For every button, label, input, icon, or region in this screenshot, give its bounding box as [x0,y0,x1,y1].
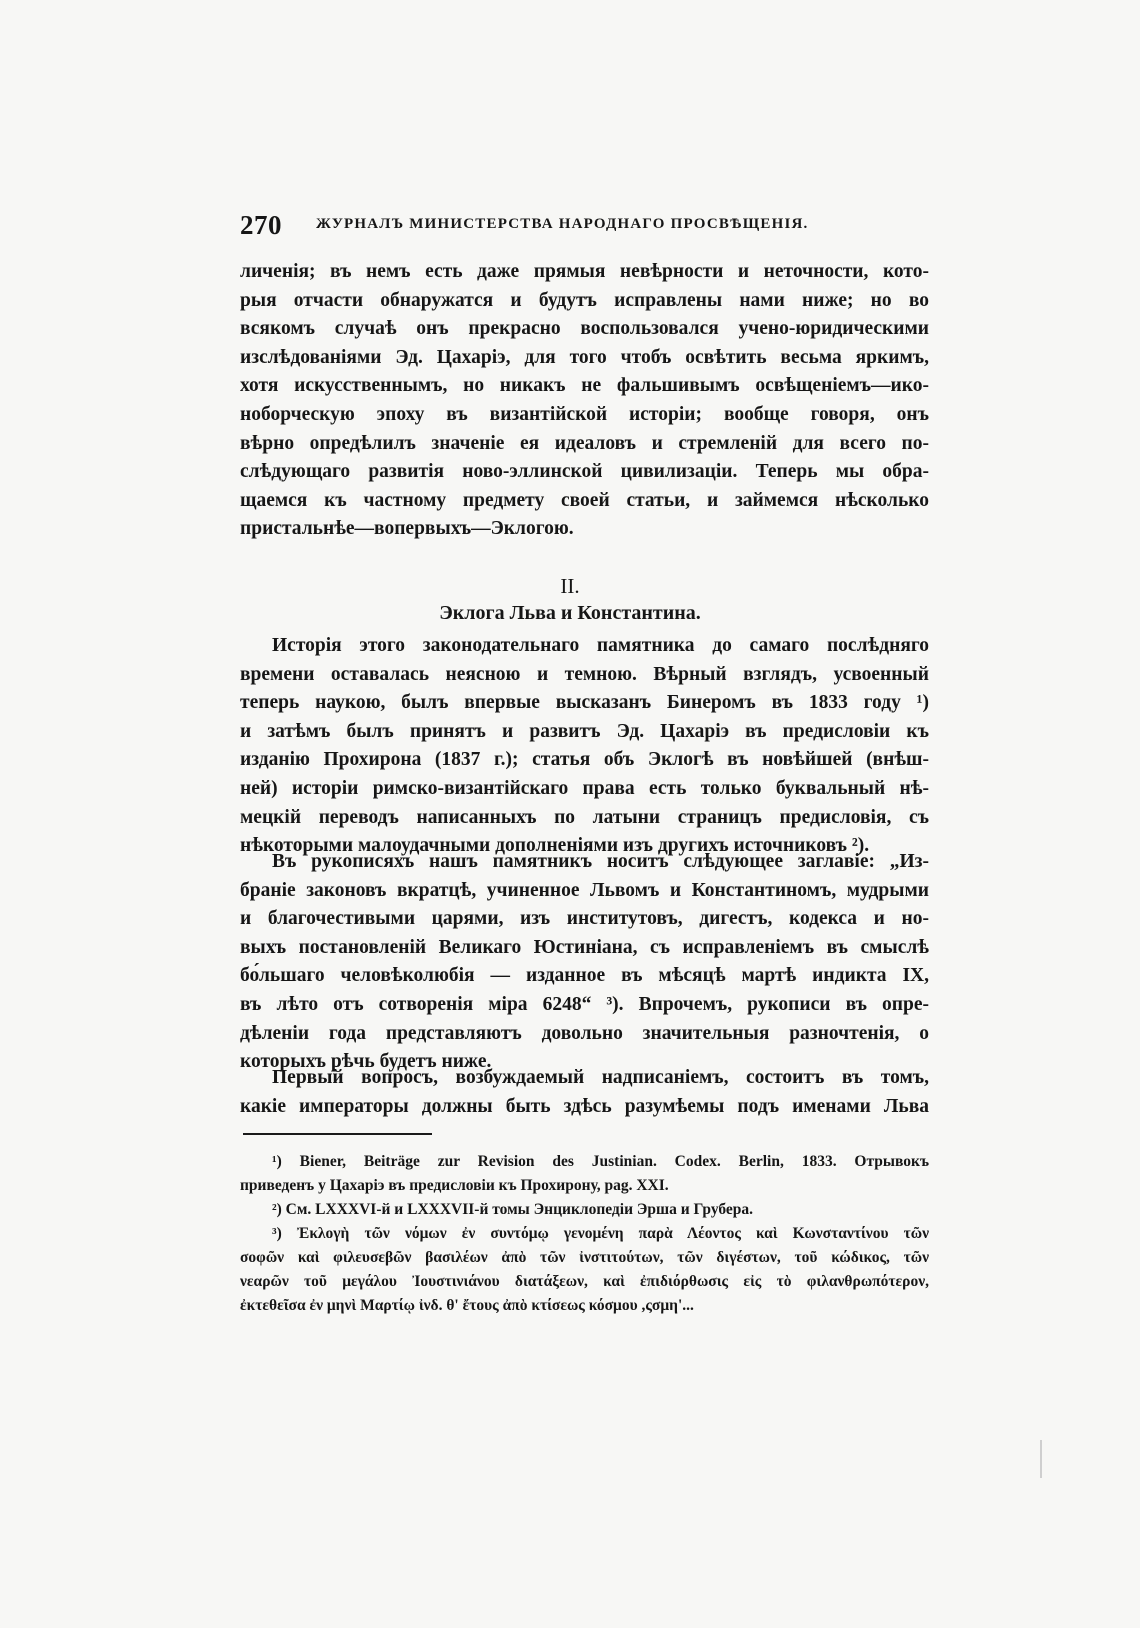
text-line: всякомъ случаѣ онъ прекрасно воспользовался учено-юридическими [240,318,929,340]
text-line: въ лѣто отъ сотворенія міра 6248“ ³). Впрочемъ, рукописи въ опре- [240,993,929,1015]
text-line: бо́льшаго человѣколюбія — изданное въ мѣсяцѣ мартѣ индикта IX, [240,965,929,987]
footnote-line: приведенъ у Цахаріэ въ предисловіи къ Прохирону, pag. XXI. [240,1177,669,1194]
text-line: какіе императоры должны быть здѣсь разумѣемы подъ именами Льва [240,1095,929,1117]
text-line: времени оставалась неясною и темною. Вѣрный взглядъ, усвоенный [240,663,929,685]
text-line: вѣрно опредѣлилъ значеніе ея идеаловъ и стремленій для всего по- [240,432,929,454]
text-line: личенія; въ немъ есть даже прямыя невѣрности и неточности, кото- [240,261,929,282]
text-line: нѣкоторыми малоудачными дополненіями изъ другихъ источниковъ ²). [240,835,870,857]
text-line: Исторія этого законодательнаго памятника до самаго послѣдняго [272,635,929,656]
page-number: 270 [240,210,282,240]
text-line: мецкій переводъ написанныхъ по латыни страницъ предисловія, съ [240,806,929,828]
text-line: ней) исторіи римско-византійскаго права есть только буквальный нѣ- [240,777,929,799]
footnote-divider [243,1133,432,1135]
section-title: Эклога Льва и Константина. [439,602,701,624]
text-line: рыя отчасти обнаружатся и будутъ исправлены нами ниже; но во [240,289,929,311]
text-line: дѣленіи года представляютъ довольно значительныя разночтенія, о [240,1022,929,1044]
text-line: и благочестивыми царями, изъ институтовъ, дигестъ, кодекса и но- [240,908,929,930]
footnotes [240,1150,929,1318]
paragraph-4 [240,1064,929,1121]
footnote-line: νεαρῶν τοῦ μεγάλου Ἰουστινιάνου διατάξεων, καὶ ἐπιδιόρθωσις εἰς τὸ φιλανθρωπότερον, [240,1273,929,1290]
scan-margin-mark [1040,1440,1042,1478]
text-line: Первый вопросъ, возбуждаемый надписаніемъ, состоитъ въ томъ, [272,1067,929,1088]
text-line: Въ рукописяхъ нашъ памятникъ носитъ слѣдующее заглавіе: „Из- [272,851,929,872]
page-header [240,210,930,246]
text-line: браніе законовъ вкратцѣ, учиненное Львомъ и Константиномъ, мудрыми [240,879,929,901]
text-line: выхъ постановленій Великаго Юстиніана, съ исправленіемъ въ смыслѣ [240,936,929,958]
paragraph-1 [240,258,929,544]
text-line: хотя искусственнымъ, но никакъ не фальшивымъ освѣщеніемъ—ико- [240,375,929,397]
running-title: ЖУРНАЛЪ МИНИСТЕРСТВА НАРОДНАГО ПРОСВѢЩЕНІЯ. [316,216,809,232]
text-line: пристальнѣе—вопервыхъ—Эклогою. [240,518,574,540]
text-line: изданію Прохирона (1837 г.); статья объ Эклогѣ въ новѣйшей (внѣш- [240,749,929,771]
text-line: изслѣдованіями Эд. Цахаріэ, для того чтобъ освѣтить весьма яркимъ, [240,346,929,368]
text-line: щаемся къ частному предмету своей статьи, и займемся нѣсколько [240,489,929,511]
footnote-line: ἐκτεθεῖσα ἐν μηνὶ Μαρτίῳ ἰνδ. θ' ἔτους ἀπὸ κτίσεως κόσμου ,ςσμη'... [240,1297,694,1314]
footnote-line: ³) Ἐκλογὴ τῶν νόμων ἐν συντόμῳ γενομένη παρὰ Λέοντος καὶ Κωνσταντίνου τῶν [272,1225,929,1242]
footnote-line: σοφῶν καὶ φιλευσεβῶν βασιλέων ἀπὸ τῶν ἰνστιτούτων, τῶν διγέστων, τοῦ κώδικος, τῶν [240,1249,929,1266]
text-line: слѣдующаго развитія ново-эллинской цивилизаціи. Теперь мы обра- [240,461,929,483]
text-line: и затѣмъ былъ принятъ и развитъ Эд. Цахаріэ въ предисловіи къ [240,720,929,742]
paragraph-2 [240,632,929,861]
section-number: II. [560,574,580,598]
footnote-line: ¹) Biener, Beiträge zur Revision des Justinian. Codex. Berlin, 1833. Отрывокъ [272,1153,929,1170]
text-line: которыхъ рѣчь будетъ ниже. [240,1051,492,1073]
paragraph-3 [240,848,929,1077]
footnote-line: ²) См. LXXXVI-й и LXXXVII-й томы Энциклопедіи Эрша и Грубера. [272,1201,754,1218]
text-line: теперь наукою, былъ впервые высказанъ Бинеромъ въ 1833 году ¹) [240,692,929,714]
text-line: ноборческую эпоху въ византійской исторіи; вообще говоря, онъ [240,403,929,425]
